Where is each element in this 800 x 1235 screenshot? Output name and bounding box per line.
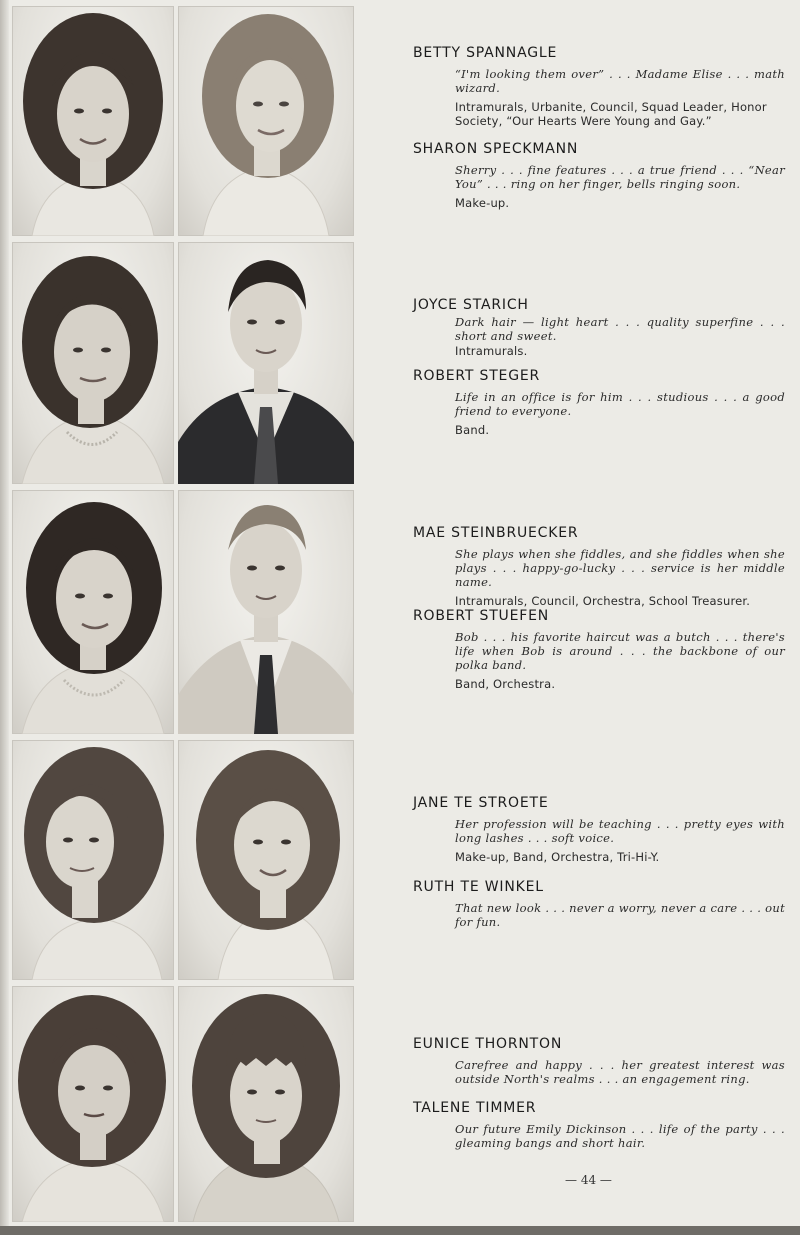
student-quote: Her profession will be teaching . . . pretty eyes with long lashes . . . soft voice.: [455, 817, 785, 845]
student-entry: [413, 1100, 785, 1155]
student-entry: [413, 879, 785, 934]
portrait-photo-mae-steinbruecker: [12, 490, 174, 734]
student-activities: Make-up.: [455, 196, 510, 210]
student-entry: [413, 297, 785, 358]
student-quote: Our future Emily Dickinson . . . life of the party . . . gleaming bangs and short hair.: [455, 1122, 785, 1150]
portrait-photo-sharon-speckmann: [178, 6, 354, 236]
student-quote: She plays when she fiddles, and she fiddles when she plays . . . happy-go-lucky . . . service is her middle name.: [455, 547, 785, 589]
portrait-photo-jane-te-stroete: [12, 740, 174, 980]
portrait-photo-ruth-te-winkel: [178, 740, 354, 980]
student-name: ROBERT STEGER: [413, 368, 541, 384]
student-quote: Dark hair — light heart . . . quality superfine . . . short and sweet.: [455, 315, 785, 343]
student-name: JANE TE STROETE: [413, 795, 549, 811]
student-quote: That new look . . . never a worry, never a care . . . out for fun.: [455, 901, 785, 929]
student-name: JOYCE STARICH: [413, 297, 529, 313]
portrait-photo-eunice-thornton: [12, 986, 174, 1222]
student-name: ROBERT STUEFEN: [413, 608, 550, 624]
student-name: SHARON SPECKMANN: [413, 141, 579, 157]
student-activities: Intramurals, Urbanite, Council, Squad Leader, Honor Society, “Our Hearts Were Young and Gay.”: [455, 100, 767, 128]
page-bottom-edge: [0, 1226, 800, 1235]
portrait-photo-joyce-starich: [12, 242, 174, 484]
student-quote: Sherry . . . fine features . . . a true friend . . . “Near You” . . . ring on her finger, bells ringing soon.: [455, 163, 785, 191]
student-quote: Bob . . . his favorite haircut was a butch . . . there's life when Bob is around . . . the backbone of our polka band.: [455, 630, 785, 672]
student-activities: Make-up, Band, Orchestra, Tri-Hi-Y.: [455, 850, 660, 864]
page-spine-shadow: [0, 0, 9, 1228]
portrait-photo-robert-steger: [178, 242, 354, 484]
page-number: — 44 —: [565, 1173, 612, 1187]
student-name: BETTY SPANNAGLE: [413, 45, 558, 61]
student-quote: Life in an office is for him . . . studious . . . a good friend to everyone.: [455, 390, 785, 418]
portrait-photo-talene-timmer: [178, 986, 354, 1222]
student-entry: [413, 1036, 785, 1091]
student-entry: [413, 368, 785, 437]
student-activities: Intramurals.: [455, 344, 528, 358]
student-entry: [413, 525, 785, 608]
student-name: RUTH TE WINKEL: [413, 879, 544, 895]
portrait-photo-robert-stuefen: [178, 490, 354, 734]
student-quote: Carefree and happy . . . her greatest interest was outside North's realms . . . an engagement ring.: [455, 1058, 785, 1086]
student-entry: [413, 141, 785, 210]
student-name: EUNICE THORNTON: [413, 1036, 563, 1052]
student-quote: “I'm looking them over” . . . Madame Elise . . . math wizard.: [455, 67, 785, 95]
student-activities: Band.: [455, 423, 490, 437]
student-name: TALENE TIMMER: [413, 1100, 537, 1116]
student-entry: [413, 608, 785, 691]
student-name: MAE STEINBRUECKER: [413, 525, 579, 541]
student-entry: [413, 45, 785, 128]
student-entry: [413, 795, 785, 864]
portrait-photo-betty-spannagle: [12, 6, 174, 236]
student-activities: Band, Orchestra.: [455, 677, 556, 691]
student-activities: Intramurals, Council, Orchestra, School Treasurer.: [455, 594, 751, 608]
